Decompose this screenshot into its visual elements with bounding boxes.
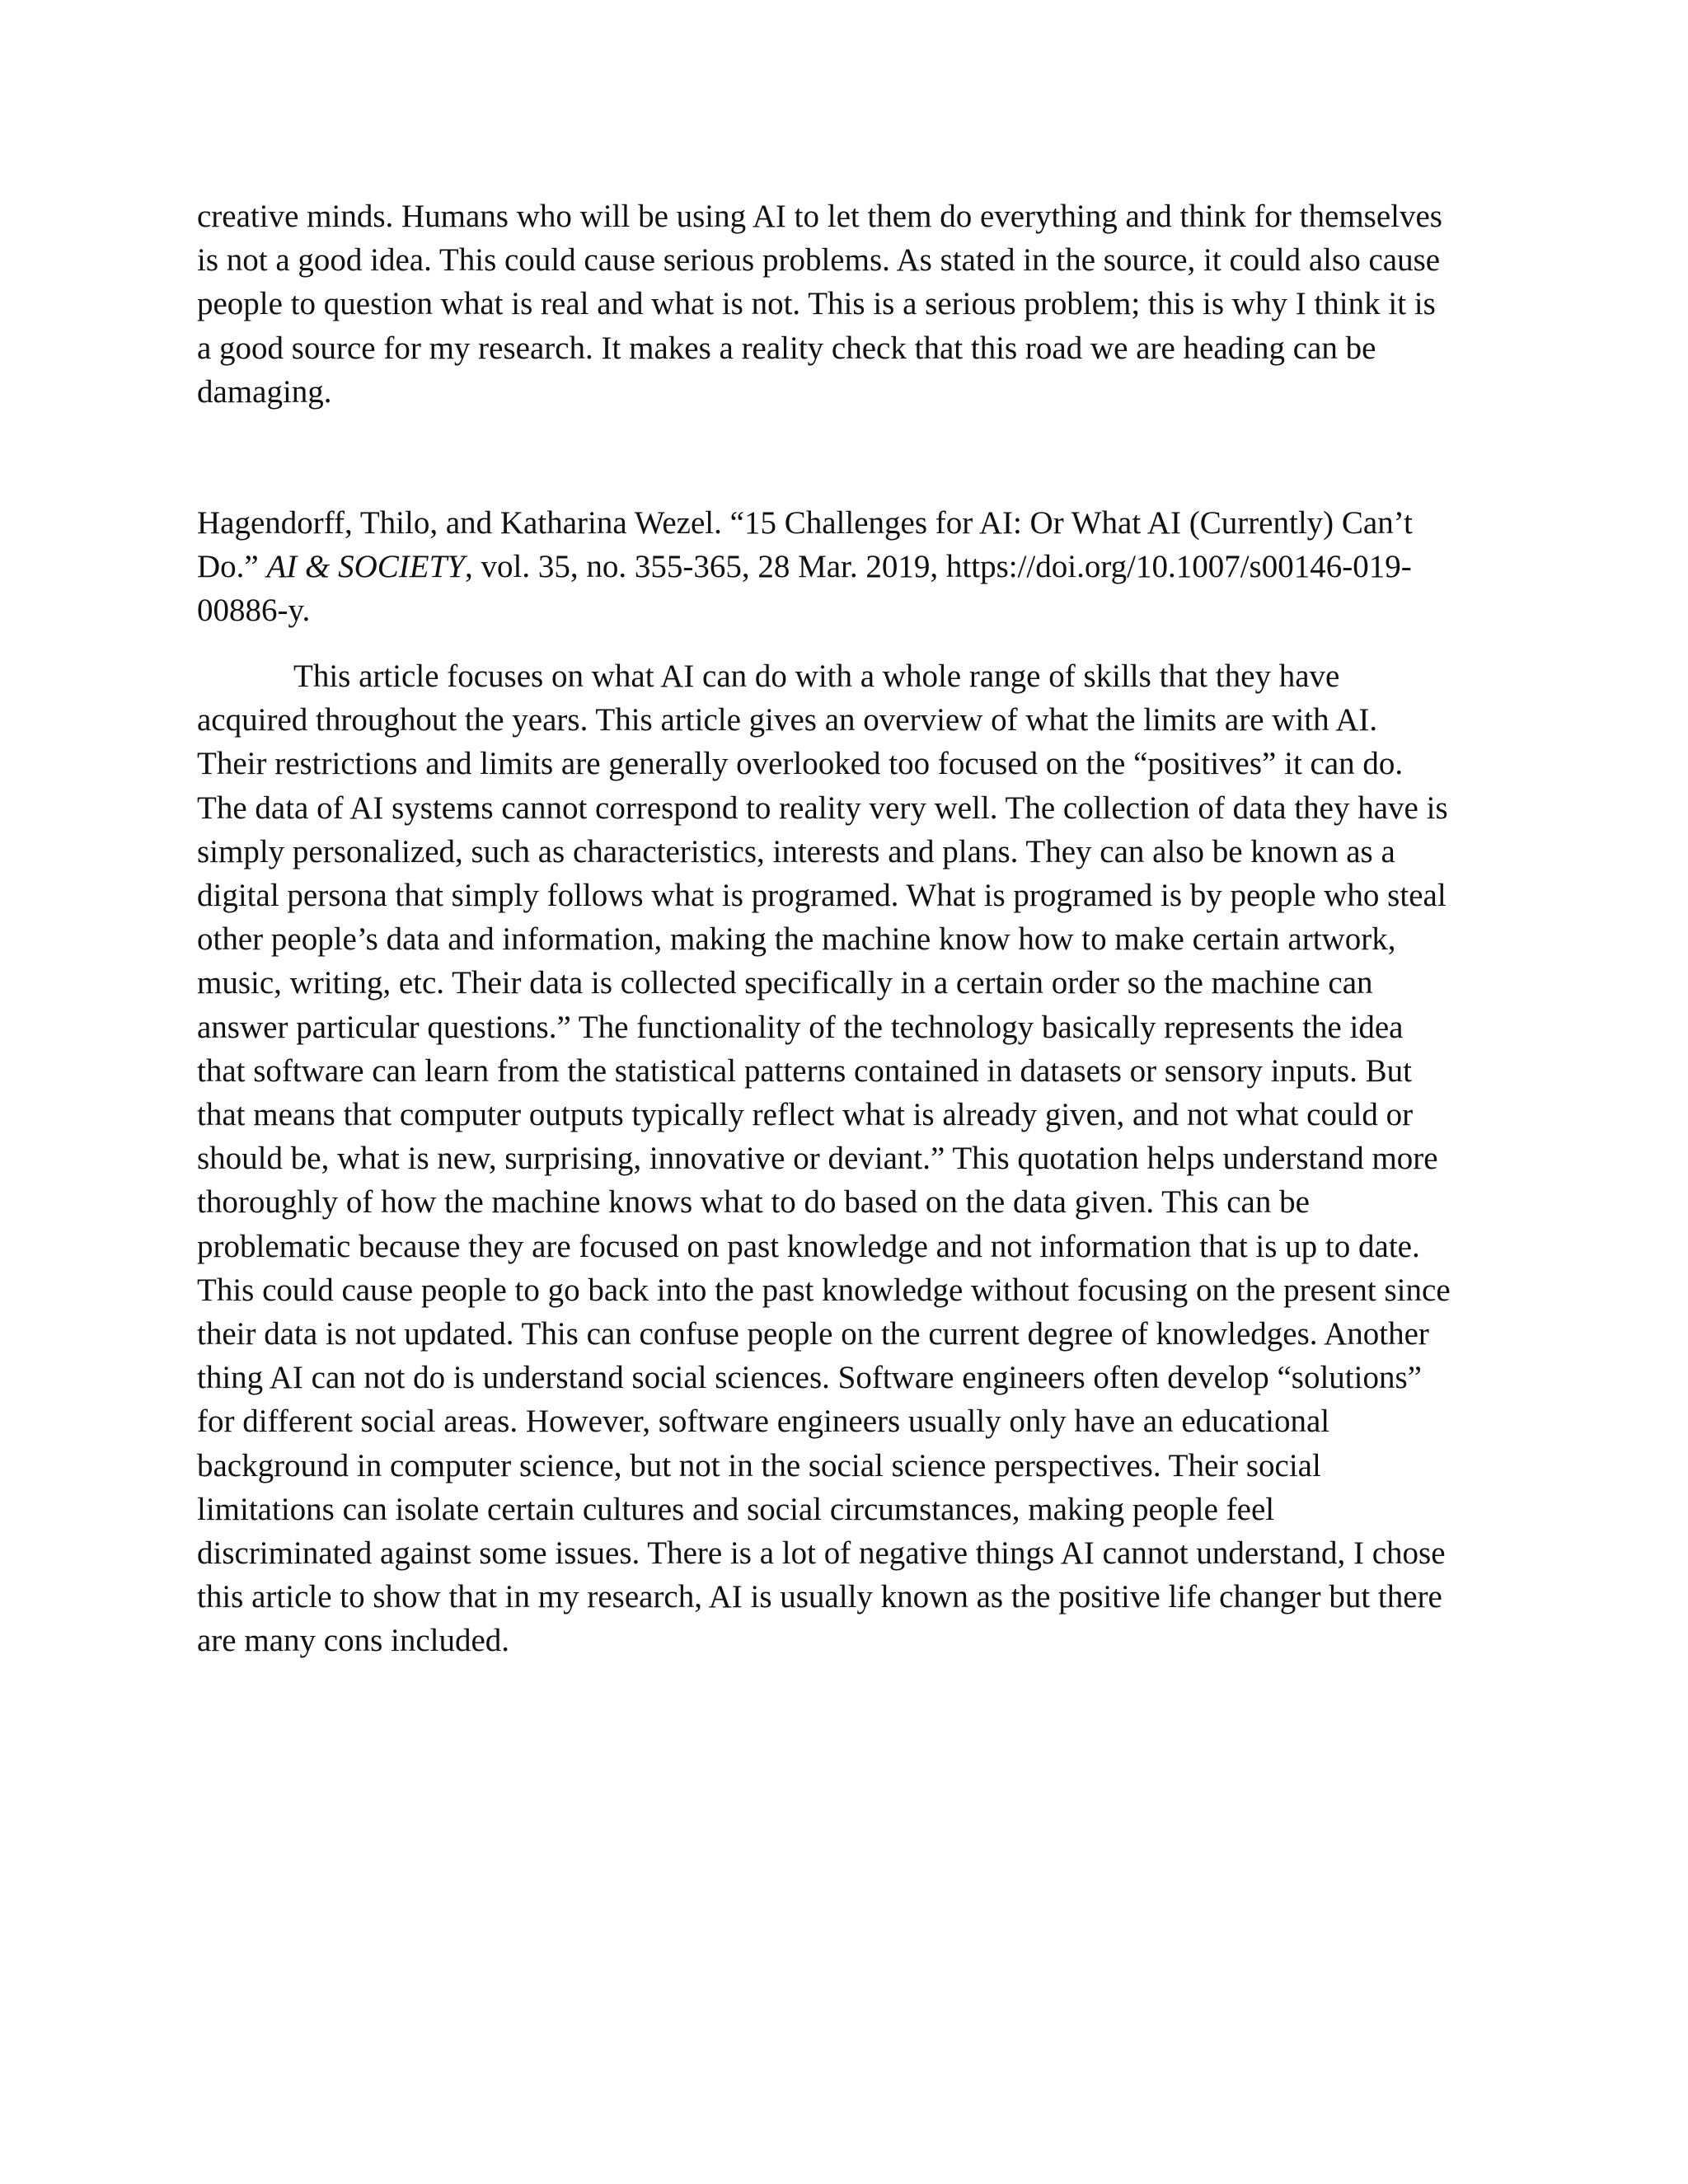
text-line: for different social areas. However, software engineers usually only have an educational [197,1404,1330,1440]
text-line: are many cons included. [197,1623,510,1659]
text-line: background in computer science, but not in the social science perspectives. Their social [197,1447,1321,1483]
annotation-paragraph [197,654,1532,1663]
citation-entry [197,501,1532,633]
text-line: Their restrictions and limits are generally overlooked too focused on the “positives” it can do. [197,746,1404,782]
intro-paragraph [197,194,1532,414]
text-line: digital persona that simply follows what is programed. What is programed is by people who steal [197,878,1447,914]
citation-text: , vol. 35, no. 355-365, 28 Mar. 2019, https://doi.org/10.1007/s00146-019- [465,549,1412,585]
journal-title: AI & SOCIETY [266,549,465,585]
text-line: answer particular questions.” The functionality of the technology basically represents the idea [197,1009,1404,1045]
text-line: limitations can isolate certain cultures and social circumstances, making people feel [197,1491,1275,1527]
text-line: their data is not updated. This can confuse people on the current degree of knowledges. Another [197,1316,1429,1352]
text-line: acquired throughout the years. This article gives an overview of what the limits are with AI. [197,702,1378,738]
text-line: The data of AI systems cannot correspond to reality very well. The collection of data they have is [197,790,1448,826]
text-line: music, writing, etc. Their data is collected specifically in a certain order so the machine can [197,965,1373,1001]
text-line: creative minds. Humans who will be using AI to let them do everything and think for themselves [197,199,1442,234]
text-line: thoroughly of how the machine knows what to do based on the data given. This can be [197,1184,1310,1221]
text-line: that software can learn from the statistical patterns contained in datasets or sensory inputs. But [197,1052,1413,1089]
citation-line: Hagendorff, Thilo, and Katharina Wezel. “15 Challenges for AI: Or What AI (Currently) Can’t [197,505,1413,541]
text-line: a good source for my research. It makes a reality check that this road we are heading can be [197,330,1376,366]
text-line: thing AI can not do is understand social sciences. Software engineers often develop “solutions” [197,1360,1422,1396]
text-line: other people’s data and information, making the machine know how to make certain artwork, [197,921,1396,958]
text-line: should be, what is new, surprising, innovative or deviant.” This quotation helps understand more [197,1141,1438,1177]
citation-text: Do.” [197,549,267,585]
text-line: is not a good idea. This could cause serious problems. As stated in the source, it could also cause [197,242,1441,279]
text-line: simply personalized, such as characteristics, interests and plans. They can also be known as a [197,833,1395,869]
text-line: problematic because they are focused on past knowledge and not information that is up to date. [197,1228,1420,1264]
text-line: damaging. [197,373,332,410]
text-line: this article to show that in my research, AI is usually known as the positive life changer but there [197,1579,1442,1615]
text-line: that means that computer outputs typically reflect what is already given, and not what could or [197,1097,1414,1133]
text-line: discriminated against some issues. There is a lot of negative things AI cannot understand, I chose [197,1535,1446,1572]
text-line: people to question what is real and what is not. This is a serious problem; this is why I think it is [197,286,1436,322]
text-line: This article focuses on what AI can do with a whole range of skills that they have [293,658,1340,694]
text-line: This could cause people to go back into the past knowledge without focusing on the present since [197,1272,1451,1308]
citation-line: 00886-y. [197,593,311,629]
citation-line [197,545,1532,588]
